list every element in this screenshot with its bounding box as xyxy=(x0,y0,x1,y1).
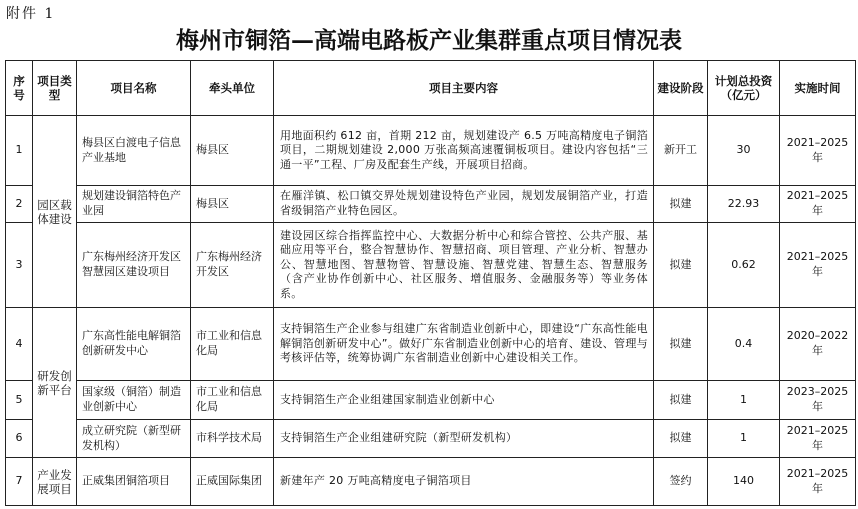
attachment-label: 附件 1 xyxy=(6,6,56,22)
category-industry: 产业发展项目 xyxy=(33,458,77,506)
row-lead: 梅县区 xyxy=(191,186,274,223)
row-seq: 1 xyxy=(6,116,33,186)
row-content: 在雁洋镇、松口镇交界处规划建设特色产业园，规划发展铜箔产业，打造省级铜箔产业特色园区。 xyxy=(274,186,654,223)
row-stage: 拟建 xyxy=(654,420,708,458)
project-table xyxy=(5,60,856,506)
row-period: 2021–2025 年 xyxy=(780,458,856,506)
row-seq: 2 xyxy=(6,186,33,223)
row-invest: 30 xyxy=(708,116,780,186)
category-rnd: 研发创新平台 xyxy=(33,308,77,458)
row-content: 建设园区综合指挥监控中心、大数据分析中心和综合管控、公共产服、基础应用等平台，整合智慧协作、智慧招商、项目管理、产业分析、智慧办公、智慧地图、智慧物管、智慧设施、智慧党建、智慧生态、智慧服务（含产业协作创新中心、社区服务、增值服务、金融服务等）等业务体系。 xyxy=(274,223,654,308)
row-name: 成立研究院（新型研发机构） xyxy=(77,420,191,458)
table-row xyxy=(6,420,856,458)
header-type: 项目类型 xyxy=(33,61,77,116)
row-lead: 梅县区 xyxy=(191,116,274,186)
row-lead: 市工业和信息化局 xyxy=(191,381,274,420)
row-invest: 0.4 xyxy=(708,308,780,381)
header-period: 实施时间 xyxy=(780,61,856,116)
row-period: 2021–2025 年 xyxy=(780,186,856,223)
row-name: 正威集团铜箔项目 xyxy=(77,458,191,506)
document-title: 梅州市铜箔—高端电路板产业集群重点项目情况表 xyxy=(176,27,682,54)
row-content: 支持铜箔生产企业组建国家制造业创新中心 xyxy=(274,381,654,420)
table-row xyxy=(6,381,856,420)
table-row xyxy=(6,223,856,308)
row-content: 用地面积约 612 亩，首期 212 亩，规划建设产 6.5 万吨高精度电子铜箔项目，二期规划建设 2,000 万张高频高速覆铜板项目。建设内容包括“三通一平”工程、厂房及配套生产线，开展项目招商。 xyxy=(274,116,654,186)
header-stage: 建设阶段 xyxy=(654,61,708,116)
row-lead: 市科学技术局 xyxy=(191,420,274,458)
table-row xyxy=(6,458,856,506)
row-name: 广东梅州经济开发区智慧园区建设项目 xyxy=(77,223,191,308)
table-row xyxy=(6,308,856,381)
table-row xyxy=(6,116,856,186)
row-name: 国家级（铜箔）制造业创新中心 xyxy=(77,381,191,420)
header-name: 项目名称 xyxy=(77,61,191,116)
row-seq: 4 xyxy=(6,308,33,381)
row-name: 广东高性能电解铜箔创新研发中心 xyxy=(77,308,191,381)
header-invest: 计划总投资（亿元） xyxy=(708,61,780,116)
row-lead: 广东梅州经济开发区 xyxy=(191,223,274,308)
header-content: 项目主要内容 xyxy=(274,61,654,116)
row-period: 2021–2025 年 xyxy=(780,420,856,458)
row-content: 支持铜箔生产企业组建研究院（新型研发机构） xyxy=(274,420,654,458)
row-period: 2020–2022 年 xyxy=(780,308,856,381)
row-seq: 7 xyxy=(6,458,33,506)
row-invest: 1 xyxy=(708,420,780,458)
row-period: 2021–2025 年 xyxy=(780,116,856,186)
row-lead: 正威国际集团 xyxy=(191,458,274,506)
row-period: 2023–2025 年 xyxy=(780,381,856,420)
row-period: 2021–2025 年 xyxy=(780,223,856,308)
row-invest: 1 xyxy=(708,381,780,420)
row-invest: 0.62 xyxy=(708,223,780,308)
table-header-row xyxy=(6,61,856,116)
row-stage: 拟建 xyxy=(654,186,708,223)
header-lead: 牵头单位 xyxy=(191,61,274,116)
row-stage: 签约 xyxy=(654,458,708,506)
row-content: 支持铜箔生产企业参与组建广东省制造业创新中心，即建设“广东高性能电解铜箔创新研发中心”。做好广东省制造业创新中心的培育、建设、管理与考核评估等，统筹协调广东省制造业创新中心建设相关工作。 xyxy=(274,308,654,381)
row-invest: 140 xyxy=(708,458,780,506)
row-seq: 6 xyxy=(6,420,33,458)
row-name: 梅县区白渡电子信息产业基地 xyxy=(77,116,191,186)
row-stage: 拟建 xyxy=(654,223,708,308)
row-stage: 拟建 xyxy=(654,381,708,420)
row-seq: 5 xyxy=(6,381,33,420)
table-row xyxy=(6,186,856,223)
header-seq: 序号 xyxy=(6,61,33,116)
row-stage: 新开工 xyxy=(654,116,708,186)
category-park: 园区载体建设 xyxy=(33,116,77,308)
row-content: 新建年产 20 万吨高精度电子铜箔项目 xyxy=(274,458,654,506)
row-invest: 22.93 xyxy=(708,186,780,223)
row-seq: 3 xyxy=(6,223,33,308)
row-name: 规划建设铜箔特色产业园 xyxy=(77,186,191,223)
row-lead: 市工业和信息化局 xyxy=(191,308,274,381)
row-stage: 拟建 xyxy=(654,308,708,381)
